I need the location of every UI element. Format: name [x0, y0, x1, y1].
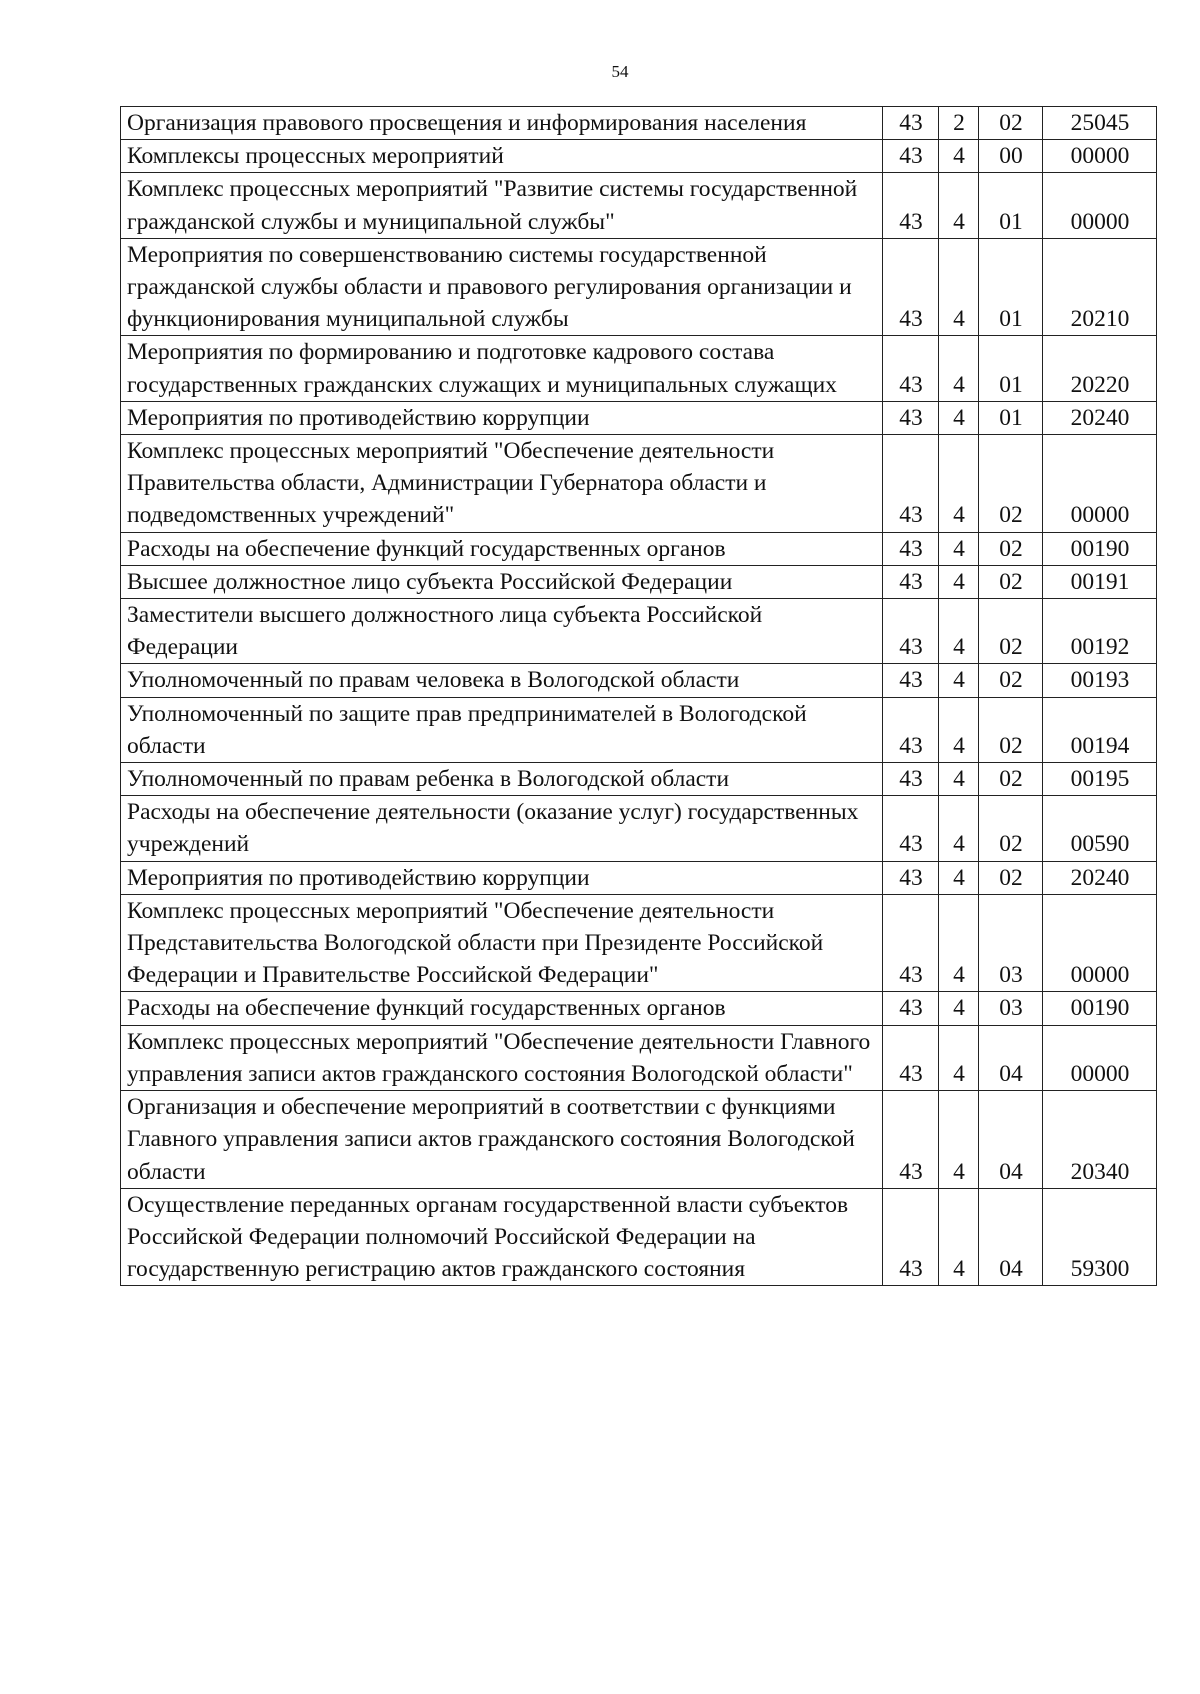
table-row: [121, 1091, 1157, 1189]
code-cell-3: 02: [979, 532, 1043, 565]
code-cell-3: 01: [979, 173, 1043, 238]
code-cell-2: 4: [939, 763, 979, 796]
code-cell-1: 43: [883, 435, 939, 533]
code-cell-4: 00193: [1043, 664, 1157, 697]
code-cell-2: 4: [939, 796, 979, 861]
code-cell-3: 01: [979, 336, 1043, 401]
table-row: [121, 173, 1157, 238]
table-row: [121, 435, 1157, 533]
code-cell-1: 43: [883, 1091, 939, 1189]
row-name-cell: Комплекс процессных мероприятий "Обеспечение деятельности Главного управления записи актов гражданского состояния Вологодской области": [121, 1025, 883, 1090]
code-cell-1: 43: [883, 336, 939, 401]
code-cell-1: 43: [883, 861, 939, 894]
row-name-cell: Расходы на обеспечение функций государственных органов: [121, 532, 883, 565]
table-row: [121, 697, 1157, 762]
row-name-cell: Высшее должностное лицо субъекта Российской Федерации: [121, 565, 883, 598]
code-cell-4: 00590: [1043, 796, 1157, 861]
code-cell-3: 03: [979, 894, 1043, 992]
code-cell-2: 4: [939, 599, 979, 664]
code-cell-4: 20240: [1043, 861, 1157, 894]
row-name-cell: Комплекс процессных мероприятий "Обеспечение деятельности Правительства области, Администрации Губернатора области и подведомственных учреждений": [121, 435, 883, 533]
row-name-cell: Уполномоченный по защите прав предпринимателей в Вологодской области: [121, 697, 883, 762]
code-cell-4: 00000: [1043, 173, 1157, 238]
code-cell-2: 4: [939, 992, 979, 1025]
code-cell-3: 02: [979, 796, 1043, 861]
code-cell-3: 03: [979, 992, 1043, 1025]
code-cell-1: 43: [883, 894, 939, 992]
code-cell-2: 4: [939, 401, 979, 434]
code-cell-4: 20210: [1043, 238, 1157, 336]
table-row: [121, 894, 1157, 992]
page-number: 54: [611, 62, 629, 81]
code-cell-1: 43: [883, 140, 939, 173]
code-cell-2: 4: [939, 565, 979, 598]
code-cell-2: 4: [939, 238, 979, 336]
table-row: [121, 1025, 1157, 1090]
code-cell-3: 01: [979, 401, 1043, 434]
code-cell-4: 59300: [1043, 1188, 1157, 1286]
code-cell-2: 4: [939, 1025, 979, 1090]
code-cell-1: 43: [883, 1188, 939, 1286]
code-cell-1: 43: [883, 565, 939, 598]
table-row: [121, 401, 1157, 434]
row-name-cell: Мероприятия по формированию и подготовке кадрового состава государственных гражданских служащих и муниципальных служащих: [121, 336, 883, 401]
table-row: [121, 532, 1157, 565]
code-cell-1: 43: [883, 796, 939, 861]
code-cell-4: 25045: [1043, 107, 1157, 140]
code-cell-2: 4: [939, 697, 979, 762]
row-name-cell: Мероприятия по совершенствованию системы государственной гражданской службы области и правового регулирования организации и функционирования муниципальной службы: [121, 238, 883, 336]
table-row: [121, 796, 1157, 861]
code-cell-3: 02: [979, 599, 1043, 664]
code-cell-2: 4: [939, 861, 979, 894]
row-name-cell: Расходы на обеспечение функций государственных органов: [121, 992, 883, 1025]
code-cell-4: 00000: [1043, 1025, 1157, 1090]
code-cell-2: 4: [939, 1188, 979, 1286]
table-row: [121, 565, 1157, 598]
code-cell-3: 02: [979, 763, 1043, 796]
code-cell-2: 4: [939, 664, 979, 697]
code-cell-2: 4: [939, 894, 979, 992]
code-cell-3: 02: [979, 435, 1043, 533]
row-name-cell: Уполномоченный по правам человека в Вологодской области: [121, 664, 883, 697]
code-cell-4: 00000: [1043, 140, 1157, 173]
code-cell-3: 01: [979, 238, 1043, 336]
budget-classification-table: [120, 106, 1157, 1286]
code-cell-1: 43: [883, 599, 939, 664]
code-cell-4: 00000: [1043, 894, 1157, 992]
code-cell-4: 00194: [1043, 697, 1157, 762]
code-cell-4: 00000: [1043, 435, 1157, 533]
row-name-cell: Мероприятия по противодействию коррупции: [121, 861, 883, 894]
code-cell-1: 43: [883, 532, 939, 565]
code-cell-4: 00195: [1043, 763, 1157, 796]
code-cell-3: 02: [979, 697, 1043, 762]
table-row: [121, 140, 1157, 173]
table-row: [121, 107, 1157, 140]
code-cell-1: 43: [883, 1025, 939, 1090]
table-row: [121, 238, 1157, 336]
table-row: [121, 861, 1157, 894]
table-row: [121, 599, 1157, 664]
code-cell-1: 43: [883, 664, 939, 697]
code-cell-3: 04: [979, 1188, 1043, 1286]
row-name-cell: Комплекс процессных мероприятий "Развитие системы государственной гражданской службы и муниципальной службы": [121, 173, 883, 238]
code-cell-3: 02: [979, 861, 1043, 894]
row-name-cell: Заместители высшего должностного лица субъекта Российской Федерации: [121, 599, 883, 664]
code-cell-4: 00190: [1043, 992, 1157, 1025]
table-row: [121, 992, 1157, 1025]
code-cell-2: 4: [939, 173, 979, 238]
code-cell-1: 43: [883, 107, 939, 140]
code-cell-4: 20340: [1043, 1091, 1157, 1189]
code-cell-3: 02: [979, 664, 1043, 697]
table-row: [121, 664, 1157, 697]
code-cell-1: 43: [883, 763, 939, 796]
code-cell-3: 04: [979, 1025, 1043, 1090]
code-cell-1: 43: [883, 992, 939, 1025]
code-cell-2: 4: [939, 140, 979, 173]
row-name-cell: Осуществление переданных органам государственной власти субъектов Российской Федерации полномочий Российской Федерации на государственную регистрацию актов гражданского состояния: [121, 1188, 883, 1286]
row-name-cell: Расходы на обеспечение деятельности (оказание услуг) государственных учреждений: [121, 796, 883, 861]
code-cell-3: 00: [979, 140, 1043, 173]
code-cell-2: 4: [939, 532, 979, 565]
code-cell-1: 43: [883, 697, 939, 762]
code-cell-2: 4: [939, 1091, 979, 1189]
table-row: [121, 336, 1157, 401]
row-name-cell: Комплекс процессных мероприятий "Обеспечение деятельности Представительства Вологодской области при Президенте Российской Федерации и Правительстве Российской Федерации": [121, 894, 883, 992]
row-name-cell: Комплексы процессных мероприятий: [121, 140, 883, 173]
row-name-cell: Организация правового просвещения и информирования населения: [121, 107, 883, 140]
code-cell-2: 2: [939, 107, 979, 140]
code-cell-4: 20240: [1043, 401, 1157, 434]
row-name-cell: Мероприятия по противодействию коррупции: [121, 401, 883, 434]
code-cell-1: 43: [883, 401, 939, 434]
code-cell-4: 00190: [1043, 532, 1157, 565]
code-cell-4: 00192: [1043, 599, 1157, 664]
code-cell-4: 00191: [1043, 565, 1157, 598]
code-cell-3: 04: [979, 1091, 1043, 1189]
code-cell-3: 02: [979, 107, 1043, 140]
table-row: [121, 1188, 1157, 1286]
row-name-cell: Организация и обеспечение мероприятий в соответствии с функциями Главного управления записи актов гражданского состояния Вологодской области: [121, 1091, 883, 1189]
table-row: [121, 763, 1157, 796]
code-cell-2: 4: [939, 336, 979, 401]
code-cell-2: 4: [939, 435, 979, 533]
code-cell-4: 20220: [1043, 336, 1157, 401]
code-cell-1: 43: [883, 238, 939, 336]
code-cell-3: 02: [979, 565, 1043, 598]
row-name-cell: Уполномоченный по правам ребенка в Вологодской области: [121, 763, 883, 796]
code-cell-1: 43: [883, 173, 939, 238]
